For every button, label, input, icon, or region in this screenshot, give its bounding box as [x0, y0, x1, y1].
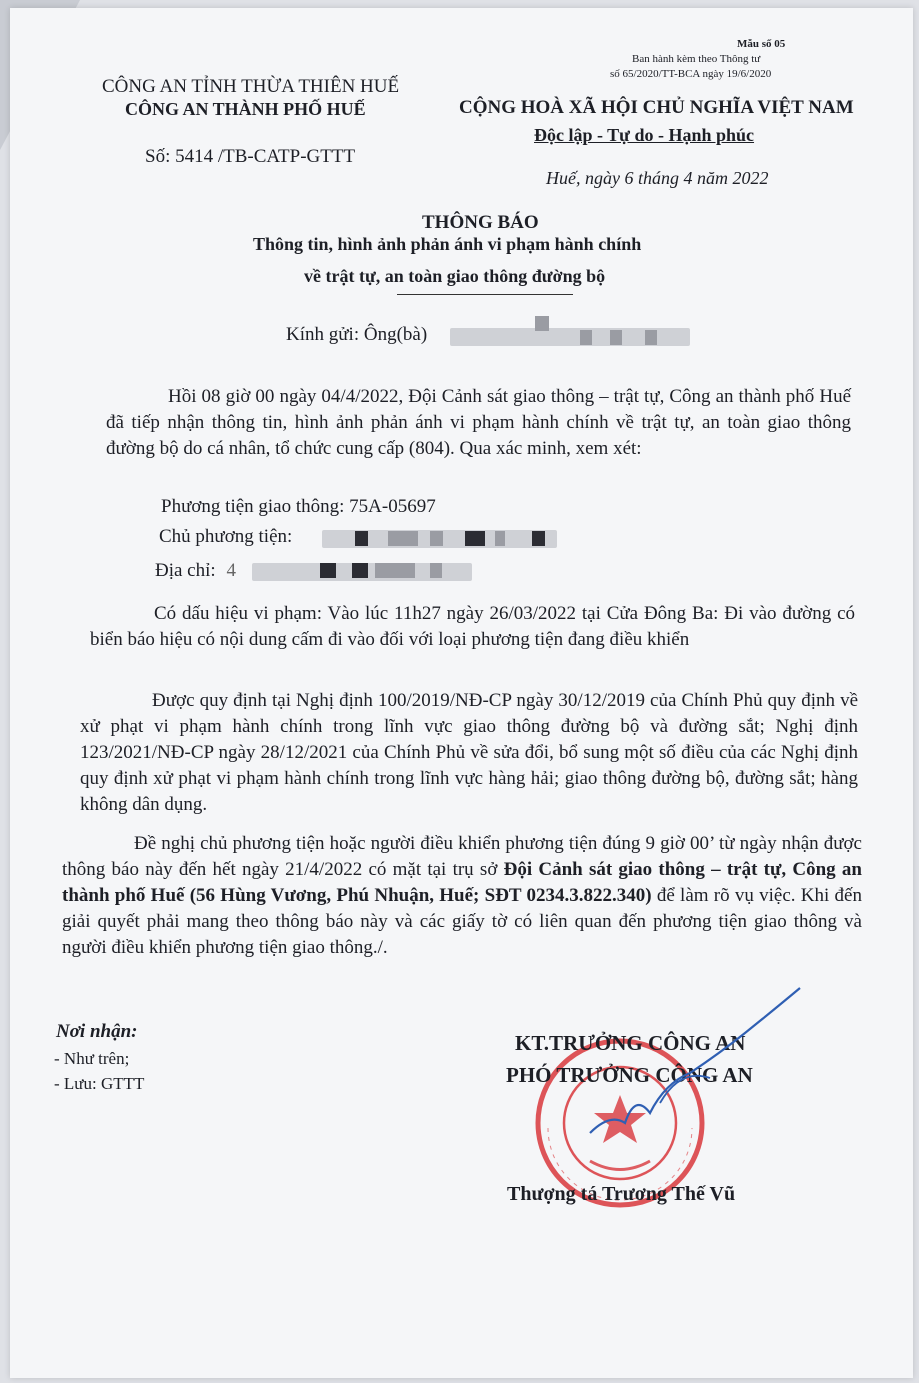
document-subtitle-line2: về trật tự, an toàn giao thông đường bộ [304, 266, 606, 286]
title-underline [397, 294, 573, 295]
address-label-text: Địa chỉ: [155, 560, 216, 581]
legal-basis-paragraph: Được quy định tại Nghị định 100/2019/NĐ-CP ngày 30/12/2019 của Chính Phủ quy định về xử phạt vi phạm hành chính trong lĩnh vực giao thông đường bộ và đường sắt; Nghị định 123/2021/NĐ-CP ngày 28/12/2021 của Chính Phủ về sửa đổi, bổ sung một số điều của các Nghị định quy định xử phạt vi phạm hành chính trong lĩnh vực hàng hải; giao thông đường bộ, đường sắt; hàng không dân dụng. [80, 690, 858, 815]
office-address: Đội Cảnh sát giao thông – trật tự, Công an thành phố Huế (56 Hùng Vương, Phú Nhuận, Huế; SĐT 0234.3.822.340) [62, 859, 862, 906]
national-motto: Độc lập - Tự do - Hạnh phúc [534, 125, 755, 145]
recipient-line: - Lưu: GTTT [54, 1074, 145, 1093]
request-text-a: Đề nghị chủ phương tiện hoặc người điều khiển phương tiện đúng 9 giờ 00’ từ ngày nhận được thông báo này đến hết ngày 21/4/2022 có mặt tại trụ sở [62, 833, 862, 880]
address-label [155, 560, 236, 582]
handwritten-signature [570, 973, 830, 1143]
document-number: Số: 5414 /TB-CATP-GTTT [145, 146, 356, 167]
signer-name: Thượng tá Trương Thế Vũ [507, 1183, 736, 1205]
form-issued-line1: Ban hành kèm theo Thông tư [632, 53, 761, 65]
form-issued-line2: số 65/2020/TT-BCA ngày 19/6/2020 [610, 68, 772, 80]
document-page [10, 8, 913, 1378]
signatory-title-line2: PHÓ TRƯỞNG CÔNG AN [506, 1063, 753, 1087]
owner-label: Chủ phương tiện: [159, 526, 293, 547]
agency-name: CÔNG AN TỈNH THỪA THIÊN HUẾ [102, 76, 400, 97]
address-prefix: 4 [226, 560, 236, 581]
request-text-b: để làm rõ vụ việc. Khi đến giải quyết phải mang theo thông báo này và các giấy tờ có liên quan đến phương tiện giao thông và người điều khiển phương tiện giao thông./. [62, 885, 862, 958]
recipients-title: Nơi nhận: [56, 1021, 138, 1042]
addressee-label: Kính gửi: Ông(bà) [286, 324, 428, 345]
document-subtitle-line1: Thông tin, hình ảnh phản ánh vi phạm hành chính [253, 234, 642, 254]
request-paragraph [62, 831, 862, 961]
unit-name: CÔNG AN THÀNH PHỐ HUẾ [125, 99, 366, 119]
recipient-line: - Như trên; [54, 1049, 130, 1068]
vehicle-plate: Phương tiện giao thông: 75A-05697 [161, 496, 436, 517]
country-name: CỘNG HOÀ XÃ HỘI CHỦ NGHĨA VIỆT NAM [459, 97, 854, 118]
document-title: THÔNG BÁO [422, 212, 539, 233]
form-number: Mẫu số 05 [737, 38, 786, 50]
intro-paragraph: Hồi 08 giờ 00 ngày 04/4/2022, Đội Cảnh sát giao thông – trật tự, Công an thành phố Huế đã tiếp nhận thông tin, hình ảnh phản ánh vi phạm hành chính về trật tự, an toàn giao thông đường bộ do cá nhân, tổ chức cung cấp (804). Qua xác minh, xem xét: [106, 386, 851, 459]
document-date: Huế, ngày 6 tháng 4 năm 2022 [546, 168, 769, 188]
signatory-title-line1: KT.TRƯỞNG CÔNG AN [515, 1031, 746, 1055]
violation-paragraph: Có dấu hiệu vi phạm: Vào lúc 11h27 ngày 26/03/2022 tại Cửa Đông Ba: Đi vào đường có biển báo hiệu có nội dung cấm đi vào đối với loại phương tiện đang điều khiển [90, 603, 855, 650]
